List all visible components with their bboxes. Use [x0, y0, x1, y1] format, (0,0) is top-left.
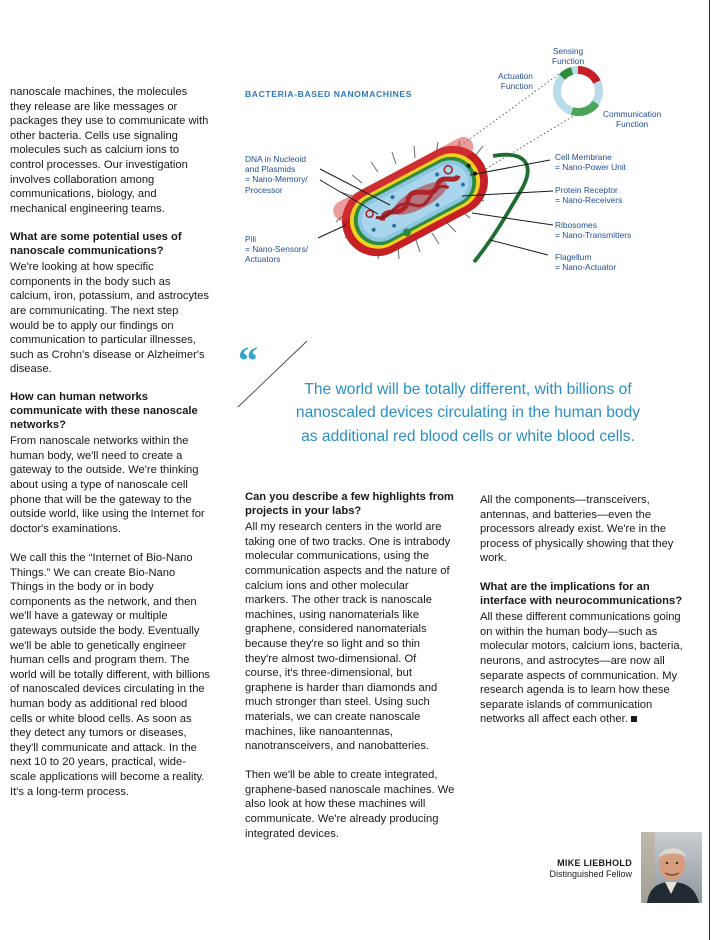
label-line: Function — [500, 81, 533, 92]
figure-title: BACTERIA-BASED NANOMACHINES — [245, 89, 413, 99]
paragraph-text: All these different communications going on within the human body—such as molecular motors, calcium ions, bacteria, neurons, and astrocytes—are now all separate aspects of communication. My research agenda is to learn how these separate islands of communication networks all affect each other. — [480, 611, 683, 726]
label-line: DNA in Nucleoid — [245, 154, 306, 164]
paragraph: We call this the “Internet of Bio-Nano Things.” We can create Bio-Nano Things in the body or in body components as the network, and then we'll have a gateway or multiple gateways outside the body. Eventually we'll be able to genetically engineer human cells and program them. The world will be totally different, with billions of nanoscaled devices circulating in the human body as additional red blood cells or white blood cells. As soon as they detect any tumors or diseases, they'll communicate and attack. In the next 10 to 20 years, practical, wide-scale applications will become a reality. It's a long-term process. — [10, 552, 211, 798]
label-line: Pili — [245, 234, 257, 244]
paragraph: We're looking at how specific components in the body such as calcium, iron, potassium, and astrocytes are communicating. The next step would be to apply our findings on communication to particular illnesses, such as Crohn's disease or Alzheimer's disease. — [10, 261, 209, 376]
author-credit — [549, 858, 632, 880]
label-line: and Plasmids — [245, 164, 296, 175]
label-line: Communication — [603, 109, 662, 119]
right-column — [480, 493, 686, 742]
pull-quote-line: The world will be totally different, with billions of — [304, 381, 632, 398]
paragraph: All my research centers in the world are taking one of two tracks. One is intrabody molecular communications, using the communication aspects and the nature of calcium ions and other molecular markers. The other track is nanoscale machines, using nanomaterials like graphene, considered nanomaterials because they're so light and so thin they're almost two-dimensional. Of course, it's three-dimensional, but graphene is harder than diamonds and much stronger than steel. Using such materials, we can create nanoscale machines, like nanoantennas, nanotransceivers, and nanobatteries. — [245, 521, 451, 753]
label-line: Processor — [245, 184, 283, 195]
paragraph — [480, 610, 686, 727]
paragraph: nanoscale machines, the molecules they release are like messages or packages they use to communicate with other bacteria. Cells use signaling molecules such as calcium ions to control processes. Our investigation involves collaboration among communications, biology, and mechanical engineering teams. — [10, 86, 209, 215]
label-line: = Nano-Memory/ — [245, 174, 308, 185]
label-line: = Nano-Receivers — [555, 195, 623, 206]
pull-quote-line: nanoscaled devices circulating in the human body — [295, 404, 641, 422]
question-heading: What are some potential uses of nanoscale communications? — [10, 230, 182, 257]
author-title: Distinguished Fellow — [549, 869, 632, 879]
label-line: = Nano-Power Unit — [555, 162, 626, 173]
author-name: MIKE LIEBHOLD — [557, 858, 632, 868]
question-heading: How can human networks communicate with these nanoscale networks? — [10, 391, 198, 431]
middle-column — [245, 491, 455, 856]
label-line: Function — [616, 119, 649, 130]
label-line: = Nano-Transmitters — [555, 230, 632, 241]
label-line: Cell Membrane — [555, 152, 612, 162]
label-line: = Nano-Actuator — [555, 262, 617, 273]
quote-mark-icon: “ — [238, 338, 258, 383]
portrait-photo-icon — [641, 832, 702, 903]
label-line: Protein Receptor — [555, 185, 618, 195]
pull-quote — [268, 378, 668, 448]
label-line: Actuators — [245, 254, 281, 265]
paragraph: All the components—transceivers, antennas, and batteries—even the processors already exist. We're in the process of physically showing that they work. — [480, 494, 674, 565]
label-line: = Nano-Sensors/ — [245, 244, 309, 255]
label-line: Actuation — [498, 71, 533, 81]
label-line: Sensing — [552, 46, 584, 56]
paragraph: From nanoscale networks within the human body, we'll need to create a gateway to the outside. We're thinking about using a type of nanoscale cell phone that will be the gateway to the outside world, like using the Internet for doctor's examinations. — [10, 435, 205, 535]
label-line: Flagellum — [555, 252, 592, 262]
end-mark-icon — [631, 716, 637, 722]
pull-quote-line: as additional red blood cells or white blood cells. — [301, 427, 635, 445]
paragraph: Then we'll be able to create integrated, graphene-based nanoscale machines. We also look at how these machines will communicate. We're already producing integrated devices. — [245, 769, 455, 840]
question-heading: Can you describe a few highlights from projects in your labs? — [245, 491, 454, 517]
label-line: Function — [552, 56, 585, 67]
label-line: Ribosomes — [555, 220, 597, 230]
question-heading: What are the implications for an interface with neurocommunications? — [480, 580, 683, 607]
